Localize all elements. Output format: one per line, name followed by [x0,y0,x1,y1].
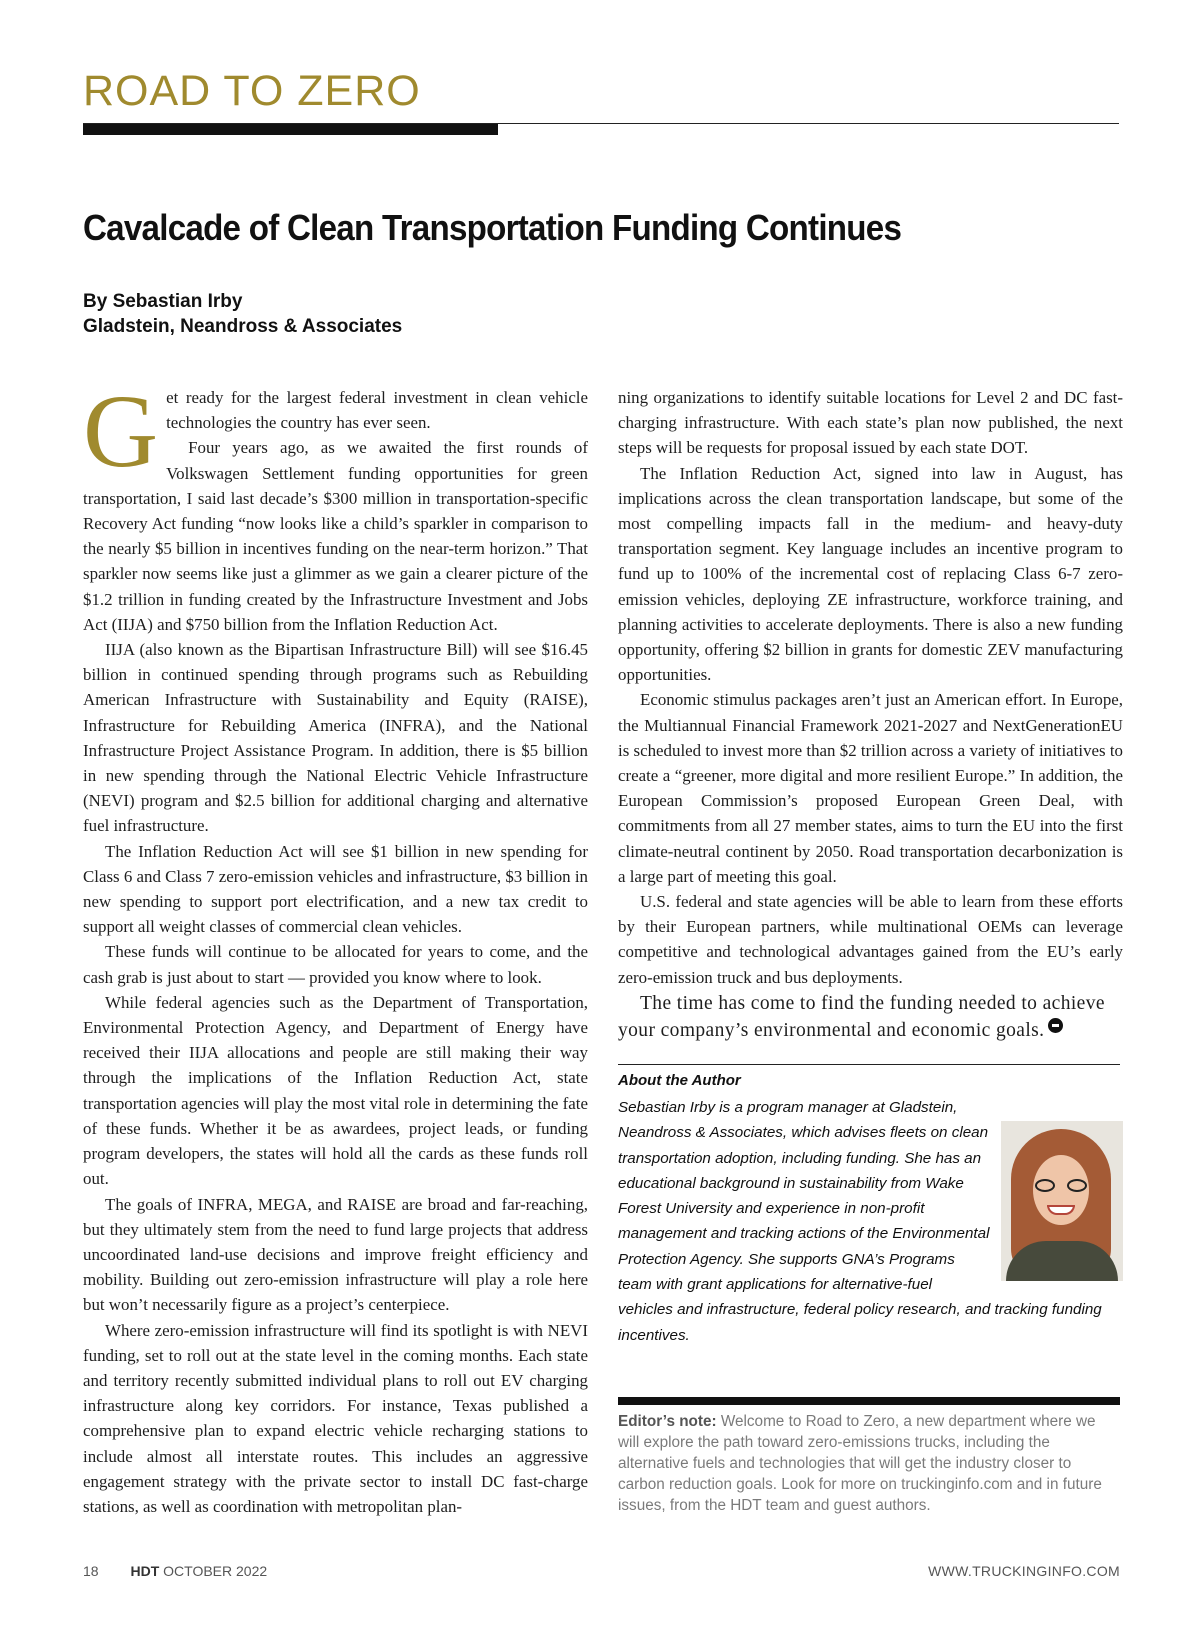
body-paragraph: Economic stimulus packages aren’t just an American effort. In Europe, the Multiannual Financial Framework 2021-2027 and NextGenerationEU is scheduled to invest more than $2 trillion across a variety of initiatives to create a “greener, more digital and more resilient Europe.” In addition, the European Commission’s proposed European Green Deal, with commitments from all 27 member states, aims to turn the EU into the first climate-neutral continent by 2050. Road transportation decarbonization is a large part of meeting this goal. [618,690,1123,886]
body-paragraph: These funds will continue to be allocated for years to come, and the cash grab is just about to start — provided you know where to look. [83,942,588,987]
byline [83,289,402,339]
website-url[interactable]: WWW.TRUCKINGINFO.COM [928,1563,1120,1579]
editor-note-bar [618,1397,1120,1405]
end-mark-icon [1048,1018,1063,1033]
first-paragraph-text: et ready for the largest federal investment in clean vehicle technologies the country has ever seen. [166,388,588,433]
body-paragraph: Where zero-emission infrastructure will find its spotlight is with NEVI funding, set to roll out at the state level in the coming months. Each state and territory recently submitted individual plans to roll out EV charging infrastructure along key corridors. For instance, Texas published a comprehensive plan to expand electric vehicle recharging stations to include almost all interstate routes. This includes an aggressive engagement strategy with the private sector to install DC fast-charge stations, as well as coordination with metropolitan plan- [83,1320,588,1516]
body-paragraph: U.S. federal and state agencies will be able to learn from these efforts by their European partners, while multinational OEMs can leverage competitive and technological advantages gained from the EU’s early zero-emission truck and bus deployments. [618,892,1123,987]
about-author-section [618,1095,1123,1348]
about-author-title: About the Author [618,1072,741,1089]
body-paragraph: The goals of INFRA, MEGA, and RAISE are broad and far-reaching, but they ultimately stem from the need to fund large projects that address uncoordinated land-use decisions and improve freight efficiency and mobility. Building out zero-emission infrastructure will play a role here but won’t necessarily figure as a project’s centerpiece. [83,1194,588,1315]
body-paragraph: The Inflation Reduction Act will see $1 billion in new spending for Class 6 and Class 7 zero-emission vehicles and infrastructure, $3 billion in new spending to support port electrification, and a new tax credit to support all weight classes of commercial clean vehicles. [83,841,588,937]
article-column-right [618,385,1123,1044]
magazine-name: HDT [130,1563,160,1579]
page-number: 18 [83,1563,99,1579]
about-author-text: Sebastian Irby is a program manager at Gladstein, Neandross & Associates, which advises fleets on clean transportation adoption, including funding. She has an educational background in sustainability from Wake Forest University and experience in non-profit management and tracking actions of the Environmental Protection Agency. She supports GNA’s Programs team with grant applications for alternative-fuel vehicles and infrastructure, federal policy research, and tracking funding incentives. [618,1099,1102,1344]
body-paragraph: The Inflation Reduction Act, signed into law in August, has implications across the clean transportation landscape, but some of the most compelling impacts fall in the medium- and heavy-duty transportation segment. Key language includes an incentive program to fund up to 100% of the incremental cost of replacing Class 6-7 zero-emission vehicles, deploying ZE infrastructure, workforce training, and planning activities to accelerate deployments. There is also a new funding opportunity, offering $2 billion in grants for domestic ZEV manufacturing opportunities. [618,463,1123,685]
editor-note-text: Welcome to Road to Zero, a new department where we will explore the path toward zero-emissions trucks, including the alternative fuels and technologies that will get the industry closer to carbon reduction goals. Look for more on truckinginfo.com and in future issues, from the HDT team and guest authors. [618,1413,1102,1514]
issue-date: OCTOBER 2022 [163,1563,268,1579]
about-author-rule [618,1064,1120,1065]
author-name: By Sebastian Irby [83,291,243,312]
continued-paragraph: ning organizations to identify suitable locations for Level 2 and DC fast-charging infrastructure. With each state’s plan now published, the next steps will be requests for proposal issued by each state DOT. [618,388,1123,458]
body-paragraph: Four years ago, as we awaited the first rounds of Volkswagen Settlement funding opportunities for green transportation, I said last decade’s $300 million in transportation-specific Recovery Act funding “now looks like a child’s sparkler in comparison to the nearly $5 billion in incentives funding on the near-term horizon.” That sparkler now seems like just a glimmer as we gain a clearer picture of the $1.2 trillion in funding created by the Infrastructure Investment and Jobs Act (IIJA) and $750 billion from the Inflation Reduction Act. [83,438,588,634]
drop-cap: G [83,374,159,489]
closing-paragraph [618,990,1123,1044]
page-footer [83,1563,267,1579]
body-paragraph: While federal agencies such as the Department of Transportation, Environmental Protection Agency, and Department of Energy have received their IIJA allocations and people are still making their way through the implications of the Inflation Reduction Act, state transportation agencies will play the most vital role in determining the fate of these funds. Whether it be as awardees, project leads, or funding program developers, the states will hold all the cards as these funds roll out. [83,992,588,1189]
first-paragraph [83,374,588,489]
closing-text: The time has come to find the funding needed to achieve your company’s environmental and economic goals. [618,992,1105,1041]
editor-note-label: Editor’s note: [618,1413,717,1430]
section-title: ROAD TO ZERO [83,67,421,115]
author-affiliation: Gladstein, Neandross & Associates [83,316,403,337]
editor-note [618,1411,1120,1516]
article-headline: Cavalcade of Clean Transportation Funding Continues [83,207,902,248]
header-rule-bar [83,124,498,135]
article-column-left [83,374,588,1519]
body-paragraph: IIJA (also known as the Bipartisan Infrastructure Bill) will see $16.45 billion in continued spending through programs such as Rebuilding American Infrastructure with Sustainability and Equity (RAISE), Infrastructure for Rebuilding America (INFRA), and the National Infrastructure Project Assistance Program. In addition, there is $5 billion in new spending through the National Electric Vehicle Infrastructure (NEVI) program and $2.5 billion for additional charging and alternative fuel infrastructure. [83,640,588,836]
author-photo [1001,1121,1123,1281]
